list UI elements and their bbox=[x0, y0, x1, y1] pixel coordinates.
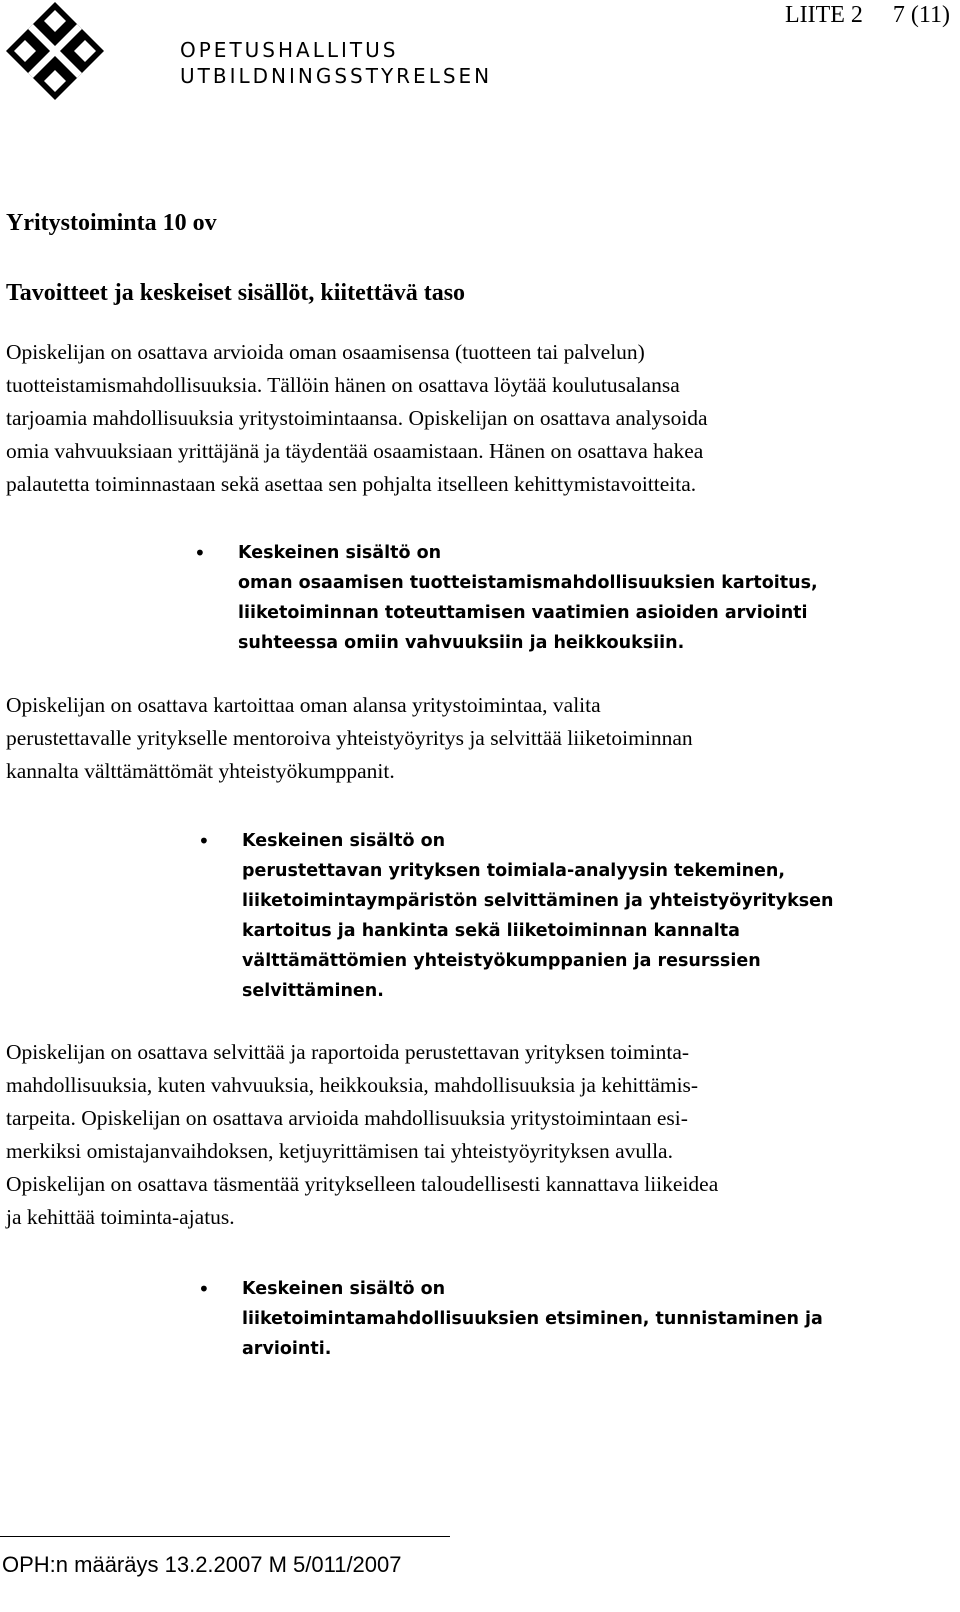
opetushallitus-logo bbox=[4, 0, 106, 102]
page-number: 7 (11) bbox=[892, 2, 950, 28]
footer-divider bbox=[0, 1536, 450, 1537]
bullet-icon: • bbox=[194, 541, 206, 565]
bullet-line: suhteessa omiin vahvuuksiin ja heikkouksiin. bbox=[238, 633, 685, 653]
bullet-line: arviointi. bbox=[242, 1339, 332, 1359]
paragraph-1 bbox=[6, 336, 956, 501]
bullet-line: välttämättömien yhteistyökumppanien ja resurssien bbox=[242, 951, 761, 971]
paragraph-line: palautetta toiminnastaan sekä asettaa sen pohjalta itselleen kehittymistavoitteita. bbox=[6, 472, 697, 496]
paragraph-line: mahdollisuuksia, kuten vahvuuksia, heikkouksia, mahdollisuuksia ja kehittämis- bbox=[6, 1073, 699, 1097]
paragraph-line: tarjoamia mahdollisuuksia yritystoimintaansa. Opiskelijan on osattava analysoida bbox=[6, 406, 708, 430]
bullet-item-1 bbox=[194, 538, 818, 658]
bullet-icon: • bbox=[198, 829, 210, 853]
paragraph-line: Opiskelijan on osattava selvittää ja raportoida perustettavan yrityksen toiminta- bbox=[6, 1040, 690, 1064]
bullet-line: selvittäminen. bbox=[242, 981, 384, 1001]
document-title: Yritystoiminta 10 ov bbox=[6, 210, 217, 236]
bullet-line: liiketoimintaympäristön selvittäminen ja yhteistyöyrityksen bbox=[242, 891, 834, 911]
attachment-label: LIITE 2 bbox=[784, 2, 863, 28]
paragraph-line: kannalta välttämättömät yhteistyökumppanit. bbox=[6, 759, 395, 783]
paragraph-line: ja kehittää toiminta-ajatus. bbox=[6, 1205, 235, 1229]
paragraph-line: Opiskelijan on osattava kartoittaa oman alansa yritystoimintaa, valita bbox=[6, 693, 601, 717]
footer-reference: OPH:n määräys 13.2.2007 M 5/011/2007 bbox=[2, 1552, 402, 1577]
org-name-swedish: UTBILDNINGSSTYRELSEN bbox=[180, 64, 493, 88]
bullet-line: oman osaamisen tuotteistamismahdollisuuksien kartoitus, bbox=[238, 573, 818, 593]
paragraph-line: merkiksi omistajanvaihdoksen, ketjuyrittämisen tai yhteistyöyrityksen avulla. bbox=[6, 1139, 673, 1163]
paragraph-line: omia vahvuuksiaan yrittäjänä ja täydentää osaamistaan. Hänen on osattava hakea bbox=[6, 439, 704, 463]
bullet-line: perustettavan yrityksen toimiala-analyysin tekeminen, bbox=[242, 861, 786, 881]
bullet-line: Keskeinen sisältö on bbox=[238, 543, 442, 563]
paragraph-line: Opiskelijan on osattava arvioida oman osaamisensa (tuotteen tai palvelun) bbox=[6, 340, 645, 364]
bullet-line: liiketoimintamahdollisuuksien etsiminen, tunnistaminen ja bbox=[242, 1309, 823, 1329]
bullet-item-3 bbox=[198, 1274, 823, 1364]
org-name-finnish: OPETUSHALLITUS bbox=[180, 38, 399, 62]
bullet-icon: • bbox=[198, 1277, 210, 1301]
paragraph-line: Opiskelijan on osattava täsmentää yritykselleen taloudellisesti kannattava liikeidea bbox=[6, 1172, 719, 1196]
bullet-line: Keskeinen sisältö on bbox=[242, 1279, 446, 1299]
paragraph-line: tuotteistamismahdollisuuksia. Tällöin hänen on osattava löytää koulutusalansa bbox=[6, 373, 680, 397]
bullet-item-2 bbox=[198, 826, 834, 1006]
paragraph-line: tarpeita. Opiskelijan on osattava arvioida mahdollisuuksia yritystoimintaan esi- bbox=[6, 1106, 688, 1130]
page-header-right bbox=[785, 2, 950, 29]
section-heading: Tavoitteet ja keskeiset sisällöt, kiitettävä taso bbox=[6, 280, 466, 306]
bullet-line: Keskeinen sisältö on bbox=[242, 831, 446, 851]
paragraph-3 bbox=[6, 1036, 956, 1234]
paragraph-line: perustettavalle yritykselle mentoroiva yhteistyöyritys ja selvittää liiketoiminnan bbox=[6, 726, 693, 750]
bullet-line: kartoitus ja hankinta sekä liiketoiminnan kannalta bbox=[242, 921, 740, 941]
paragraph-2 bbox=[6, 689, 956, 788]
bullet-line: liiketoiminnan toteuttamisen vaatimien asioiden arviointi bbox=[238, 603, 808, 623]
